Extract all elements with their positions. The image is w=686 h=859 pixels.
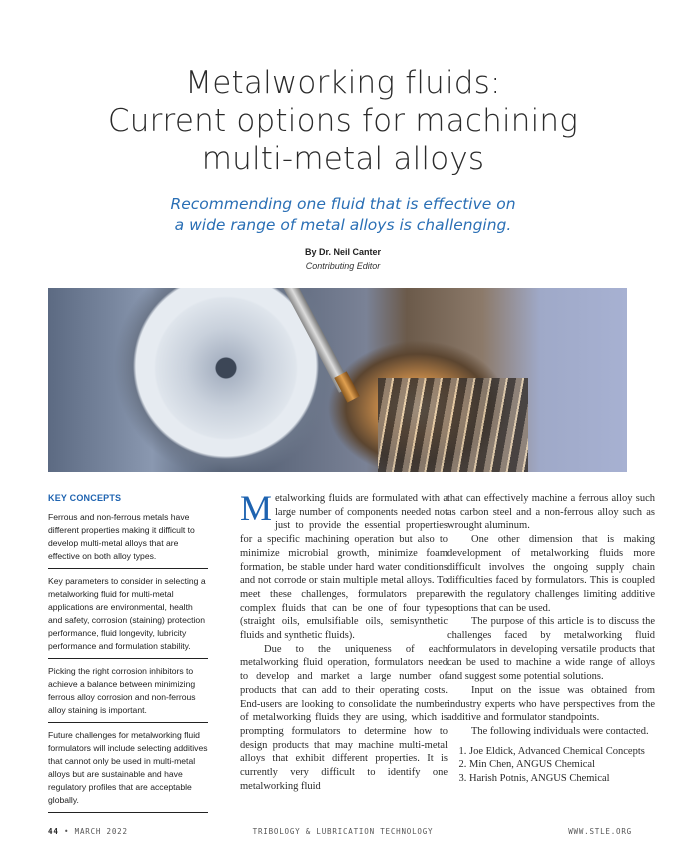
publication-name: TRIBOLOGY & LUBRICATION TECHNOLOGY [252,827,434,836]
contact-item: 1. Joe Eldick, Advanced Chemical Concepts [469,745,655,759]
title-line: Current options for machining [107,103,579,139]
author-name: By Dr. Neil Canter [304,247,382,257]
hero-image [48,288,627,472]
author-role: Contributing Editor [305,261,381,271]
body-column-1 [240,488,448,793]
byline [0,245,686,273]
article-title [0,64,686,178]
website-link[interactable]: WWW.STLE.ORG [568,827,632,836]
issue-date: MARCH 2022 [74,827,128,836]
subtitle-line: a wide range of metal alloys is challenging. [174,216,512,234]
paragraph: that can effectively machine a ferrous alloy such as carbon steel and a non-ferrous alloy such as wrought aluminum. [447,493,655,532]
paragraph: The following individuals were contacted. [471,725,649,737]
paragraph: Due to the uniqueness of each metalworking fluid operation, formulators need to develop and market a large number of products that can add to their operating costs. End-users are looking to consolidate the number of metalworking fluids they are using, which is prompting formulators to determine how to design products that may machine multi-metal alloys that exhibit different properties. It is currently very difficult to identify one metalworking fluid [240,643,448,792]
key-concept-item: Key parameters to consider in selecting a metalworking fluid for multi-metal applications are environmental, health and safety, corrosion (staining) protection performance, fluid longevity, lubricity performance and formulation stability. [48,575,208,659]
paragraph: One other dimension that is making development of metalworking fluids more difficult involves the ongoing supply chain difficulties faced by formulators. This is coupled with the regulatory challenges limiting additive options that can be used. [447,534,655,614]
key-concepts-sidebar [48,492,208,819]
paragraph: Input on the issue was obtained from industry experts who have perspectives from the additive and formulator standpoints. [447,684,655,724]
subtitle-line: Recommending one fluid that is effective on [170,195,516,213]
drop-cap: M [240,488,273,528]
paragraph-text: etalworking fluids are formulated with a large number of components needed not just to provide the essential properties for a specific machining operation but also to minimize microbial growth, minimize foam formation, be stable under hard water conditions and not corrode or stain multiple metal alloys. To meet these challenges, formulators prepare complex fluids that can be one of four types (straight oils, emulsifiable oils, semisynthetic fluids and synthetic fluids). [240,493,448,642]
contacts-list [447,745,655,786]
paragraph [240,488,448,643]
key-concept-item: Ferrous and non-ferrous metals have different properties making it difficult to develop multi-metal alloys that are effective on both alloy types. [48,511,208,569]
article-subtitle [0,194,686,236]
contact-item: 2. Min Chen, ANGUS Chemical [469,758,655,772]
paragraph: The purpose of this article is to discuss the challenges faced by metalworking fluid formulators in developing versatile products that can be used to machine a wide range of alloys and suggest some potential solutions. [447,616,655,683]
contact-item: 3. Harish Potnis, ANGUS Chemical [469,772,655,786]
page-number: 44 [48,827,59,836]
title-line: Metalworking fluids: [185,65,501,101]
key-concept-item: Future challenges for metalworking fluid formulators will include selecting additives that cannot only be used in multi-metal alloys but are sustainable and have regulatory profiles that are acceptable globally. [48,729,208,813]
footer-separator: • [63,827,70,836]
body-column-2 [447,492,655,786]
key-concepts-heading: KEY CONCEPTS [48,493,122,503]
gear-shape [378,378,528,472]
key-concept-item: Picking the right corrosion inhibitors to achieve a balance between minimizing ferrous alloy corrosion and non-ferrous alloy staining is important. [48,665,208,723]
title-line: multi-metal alloys [201,141,485,177]
